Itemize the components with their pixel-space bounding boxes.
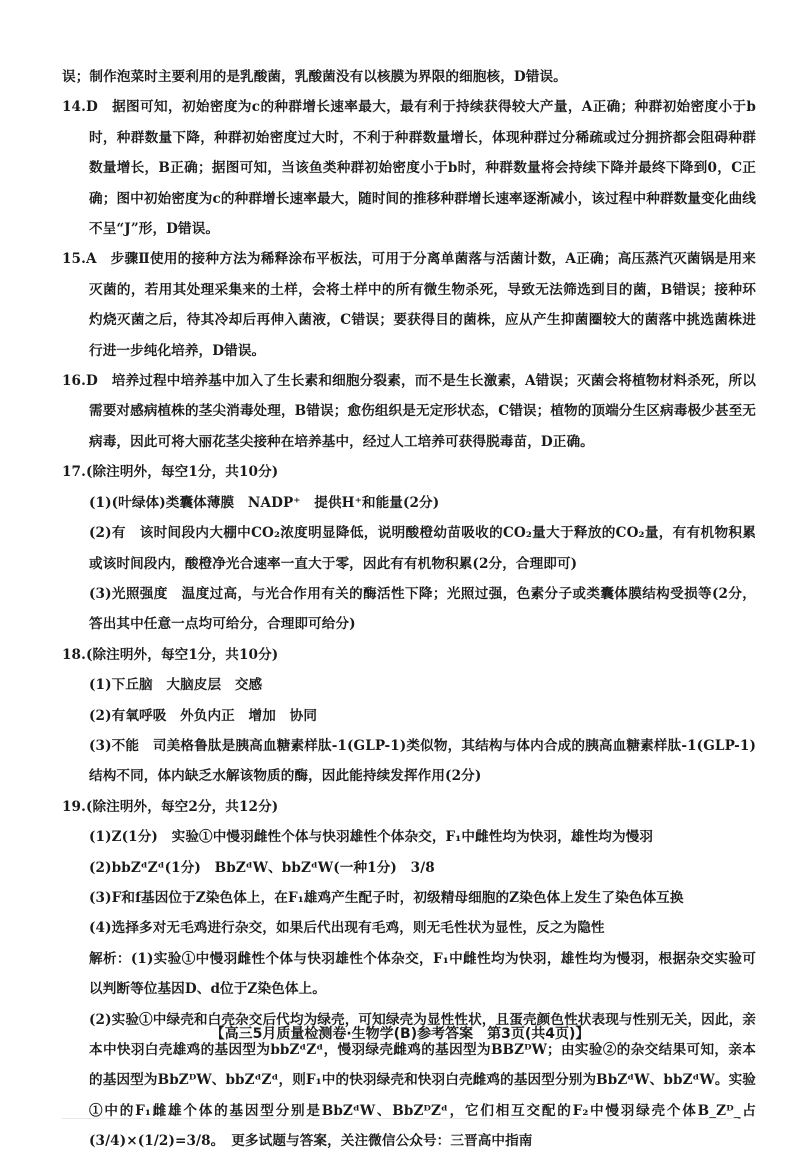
answer-17-3: (3)光照强度 温度过高，与光合作用有关的酶活性下降；光照过强，色素分子或类囊体膜结构受损等(2分，答出其中任意一点均可给分，合理即可给分) xyxy=(89,585,756,633)
analysis-2: (2)实验①中绿壳和白壳杂交后代均为绿壳，可知绿壳为显性性状，且蛋壳颜色性状表现与性别无关，因此，亲本中快羽白壳雄鸡的基因型为bbZᵈZᵈ，慢羽绿壳雌鸡的基因型为BBZᴰW；由实验②的杂交结果可知，亲本的基因型为BbZᴰW、bbZᵈZᵈ，则F₁中的快羽绿壳和快羽白壳雌鸡的基因型分别为BbZᵈW、bbZᵈW。实验①中的F₁雌雄个体的基因型分别是BbZᵈW、BbZᴰZᵈ，它们相互交配的F₂中慢羽绿壳个体B_Zᴰ_占(3/4)×(1/2)=3/8。 更多试题与答案，关注微信公众号：三晋高中指南 xyxy=(89,1011,756,1150)
answer-19-2: (2)bbZᵈZᵈ(1分) BbZᵈW、bbZᵈW(一种1分) 3/8 xyxy=(89,859,435,876)
answer-19-3: (3)F和f基因位于Z染色体上，在F₁雄鸡产生配子时，初级精母细胞的Z染色体上发生了染色体互换 xyxy=(89,889,684,906)
answer-18-1: (1)下丘脑 大脑皮层 交感 xyxy=(89,677,263,694)
answer-14: 14.D 据图可知，初始密度为c的种群增长速率最大，最有利于持续获得较大产量，A正确；种群初始密度小于b时，种群数量下降，种群初始密度过大时，不利于种群数量增长，体现种群过分稀疏或过分拥挤都会阻碍种群数量增长，B正确；据图可知，当该鱼类种群初始密度小于b时，种群数量将会持续下降并最终下降到0，C正确；图中初始密度为c的种群增长速率最大，随时间的推移种群增长速率逐渐减小，该过程中种群数量变化曲线不呈“J”形，D错误。 xyxy=(62,99,756,238)
answer-19-heading: 19.(除注明外，每空2分，共12分) xyxy=(62,798,279,815)
answer-18-3: (3)不能 司美格鲁肽是胰高血糖素样肽-1(GLP-1)类似物，其结构与体内合成的胰高血糖素样肽-1(GLP-1)结构不同，体内缺乏水解该物质的酶，因此能持续发挥作用(2分) xyxy=(89,737,756,785)
answer-19-1: (1)Z(1分) 实验①中慢羽雌性个体与快羽雄性个体杂交，F₁中雌性均为快羽，雄性均为慢羽 xyxy=(89,829,654,846)
answer-17-heading: 17.(除注明外，每空1分，共10分) xyxy=(62,464,279,481)
answer-16: 16.D 培养过程中培养基中加入了生长素和细胞分裂素，而不是生长激素，A错误；灭菌会将植物材料杀死，所以需要对感病植株的茎尖消毒处理，B错误；愈伤组织是无定形状态，C错误；植物的顶端分生区病毒极少甚至无病毒，因此可将大丽花茎尖接种在培养基中，经过人工培养可获得脱毒苗，D正确。 xyxy=(62,373,756,450)
text-line: 误；制作泡菜时主要利用的是乳酸菌，乳酸菌没有以核膜为界限的细胞核，D错误。 xyxy=(62,69,567,85)
answer-18-heading: 18.(除注明外，每空1分，共10分) xyxy=(62,646,279,663)
answer-15: 15.A 步骤Ⅱ使用的接种方法为稀释涂布平板法，可用于分离单菌落与活菌计数，A正确；高压蒸汽灭菌锅是用来灭菌的，若用其处理采集来的土样，会将土样中的所有微生物杀死，导致无法筛选到目的菌，B错误；接种环灼烧灭菌之后，待其冷却后再伸入菌液，C错误；要获得目的菌株，应从产生抑菌圈较大的菌落中挑选菌株进行进一步纯化培养，D错误。 xyxy=(62,251,756,359)
answer-17-2: (2)有 该时间段内大棚中CO₂浓度明显降低，说明酸橙幼苗吸收的CO₂量大于释放的CO₂量，有有机物积累或该时间段内，酸橙净光合速率一直大于零，因此有有机物积累(2分，合理即可) xyxy=(89,525,756,572)
answer-19-4: (4)选择多对无毛鸡进行杂交，如果后代出现有毛鸡，则无毛性状为显性，反之为隐性 xyxy=(89,920,605,937)
bottom-divider xyxy=(62,1118,738,1119)
page-footer: 【高三5月质量检测卷·生物学(B)参考答案 第3页(共4页)】 xyxy=(210,1026,590,1042)
answer-17-1: (1)(叶绿体)类囊体薄膜 NADP⁺ 提供H⁺和能量(2分) xyxy=(89,494,440,511)
analysis-1: 解析：(1)实验①中慢羽雌性个体与快羽雄性个体杂交，F₁中雌性均为快羽，雄性均为慢羽，根据杂交实验可以判断等位基因D、d位于Z染色体上。 xyxy=(89,950,756,998)
answer-18-2: (2)有氧呼吸 外负内正 增加 协同 xyxy=(89,707,318,724)
